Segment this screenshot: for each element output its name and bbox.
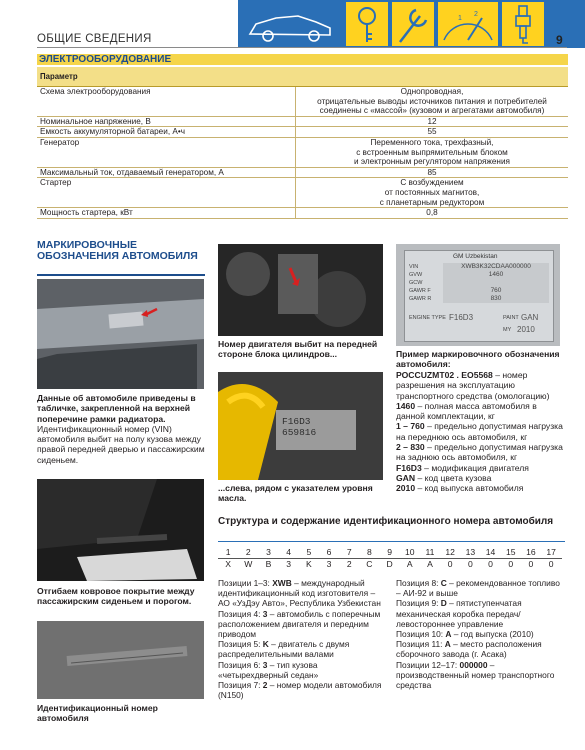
vin-position: 4 (286, 547, 292, 557)
plate-row-label: GVW (409, 272, 423, 278)
spec-row (37, 138, 568, 168)
photo-id-plate (396, 244, 560, 346)
plate-legend-code: 2010 (396, 483, 416, 494)
spec-row (37, 117, 568, 128)
spec-value: 85 (427, 167, 437, 177)
plate-legend-code: 1460 (396, 400, 416, 411)
vin-legend-code: K (262, 639, 269, 650)
vin-legend-item (396, 660, 564, 691)
caption-vin-floor: Идентификационный номер автомобиля (37, 703, 158, 724)
spec-header-label: Параметр (40, 71, 78, 81)
plate-legend-code: 2 – 830 (396, 442, 425, 453)
vin-legend-pos: Позиция 11: (396, 639, 445, 650)
plate-legend-item (396, 370, 564, 401)
plate-row-value: 760 (443, 287, 549, 295)
vin-legend-item (396, 629, 564, 639)
vin-legend-pos: Позиция 9: (396, 598, 441, 609)
spec-param: Стартер (40, 178, 72, 188)
svg-text:1: 1 (458, 15, 462, 22)
plate-legend-text: – код цвета кузова (415, 472, 492, 483)
vin-legend-desc: – тип кузова «четырехдверный седан» (218, 659, 319, 680)
marking-title: МАРКИРОВОЧНЫЕ ОБОЗНАЧЕНИЯ АВТОМОБИЛЯ (37, 239, 198, 262)
vin-legend-code: A (445, 629, 452, 640)
vin-legend-desc: – пятиступенчатая механическая коробка передач/левостороннее управление (396, 598, 522, 629)
vin-legend-desc: – год выпуска (2010) (451, 629, 534, 640)
caption-seat-carpet: Отгибаем ковровое покрытие между пассажирским сиденьем и порогом. (37, 586, 195, 607)
spec-value: Однопроводная, отрицательные выводы источников питания и потребителей соединены с «массой» (кузовом и агрегатами автомобиля) (317, 87, 547, 116)
plate-row-label: GAWR R (409, 296, 432, 302)
vin-legend-code: XWB (272, 578, 292, 588)
photo-engine-stamp (218, 372, 383, 480)
vin-char: 3 (286, 559, 292, 569)
spec-param: Схема электрооборудования (40, 87, 151, 96)
spec-table (37, 67, 568, 219)
vin-legend-pos: Позиция 10: (396, 629, 446, 640)
plate-legend (396, 370, 564, 494)
plate-engine-type-label: ENGINE TYPE (409, 315, 446, 321)
spec-param: Емкость аккумуляторной батареи, А•ч (40, 127, 185, 137)
caption-vin-location: Идентификационный номер (VIN) автомобиля выбит на полу кузова между правой передней дверью и пассажирским сиденьем. (37, 423, 205, 465)
plate-row-label: GAWR F (409, 288, 431, 294)
vin-legend-item (218, 660, 386, 680)
plate-rows (409, 263, 549, 303)
vin-char: 0 (447, 559, 453, 569)
spec-table-header (37, 67, 568, 87)
vin-legend-item (396, 578, 564, 598)
vin-legend-item (396, 598, 564, 629)
vin-position: 16 (526, 547, 536, 557)
vin-position: 6 (326, 547, 332, 557)
caption-radiator-plate-bold: Данные об автомобиле приведены в табличке, закрепленной на верхней поперечине рамки радиатора. (37, 393, 196, 424)
spec-row (37, 87, 568, 117)
spec-row (37, 168, 568, 179)
vin-char: 0 (508, 559, 514, 569)
plate-legend-code: 1 – 760 (396, 421, 425, 432)
vin-legend-desc: – номер модели автомобиля (N150) (218, 680, 382, 701)
plate-row-label: GCW (409, 280, 423, 286)
plate-legend-code: GAN (396, 472, 416, 483)
key-icon (346, 2, 388, 46)
vin-char: D (386, 559, 393, 569)
spec-row (37, 208, 568, 219)
vin-char: A (406, 559, 413, 569)
vin-char: 0 (548, 559, 554, 569)
spec-value: 55 (427, 127, 437, 137)
caption-radiator-plate (37, 393, 207, 465)
photo-seat-carpet (37, 479, 204, 581)
plate-row (409, 279, 549, 287)
vin-position: 12 (445, 547, 455, 557)
vin-char: C (366, 559, 373, 569)
spec-title: ЭЛЕКТРООБОРУДОВАНИЕ (39, 54, 172, 65)
caption-engine-front: Номер двигателя выбит на передней стороне блока цилиндров... (218, 339, 378, 360)
vin-legend-code: 3 (262, 608, 268, 619)
page-number: 9 (556, 33, 563, 47)
vin-legend-pos: Позиция 8: (396, 578, 441, 588)
photo-radiator-plate (37, 279, 204, 389)
vin-legend-desc: – международный идентификационный код изготовителя – АО «УзДэу Авто», Республика Узбекистан (218, 578, 381, 609)
vin-position: 5 (306, 547, 312, 557)
plate-legend-item (396, 473, 564, 483)
vin-char: K (305, 559, 312, 569)
plate-legend-text: – предельно допустимая нагрузка на заднюю ось автомобиля, кг (396, 442, 563, 463)
vin-char: 3 (326, 559, 332, 569)
photo-engine-front (218, 244, 383, 336)
vin-legend-item (218, 639, 386, 659)
vin-legend-pos: Позиции 1–3: (218, 578, 273, 588)
plate-row (409, 287, 549, 295)
vin-legend-code: 000000 (459, 659, 488, 670)
spec-param: Максимальный ток, отдаваемый генератором, А (40, 167, 224, 177)
vin-legend-code: 3 (262, 659, 268, 670)
vin-legend-item (218, 680, 386, 700)
marking-rule (37, 274, 205, 276)
vin-position: 11 (425, 547, 435, 557)
vin-char: W (244, 559, 253, 569)
running-section-title: ОБЩИЕ СВЕДЕНИЯ (37, 33, 152, 45)
plate-row-value: 1460 (443, 271, 549, 279)
vin-legend-desc: – производственный номер транспортного средства (396, 659, 555, 691)
vin-legend-desc: – двигатель с двумя распределительными валами (218, 639, 350, 660)
vin-chars-row (218, 559, 562, 570)
plate-legend-code: РОССUZMT02 . ЕО5568 (396, 370, 493, 380)
plate-engine-type: F16D3 (449, 313, 474, 322)
plate-paint-label: PAINT (503, 315, 519, 321)
plate-legend-text: – код выпуска автомобиля (415, 483, 524, 494)
plate-legend-item (396, 483, 564, 493)
plate-legend-text: – модификация двигателя (421, 462, 529, 473)
gauge-icon (438, 2, 498, 46)
vin-legend-left (218, 578, 386, 700)
plate-legend-item (396, 421, 564, 442)
svg-text:2: 2 (474, 11, 478, 18)
vin-legend-pos: Позиция 7: (218, 680, 263, 691)
vin-legend-code: A (444, 639, 451, 650)
plate-row-value (443, 279, 549, 287)
spec-row (37, 127, 568, 138)
vin-rule (218, 541, 565, 542)
plate-caption: Пример маркировочного обозначения автомобиля: (396, 349, 560, 370)
spec-value: С возбуждением от постоянных магнитов, с планетарным редуктором (379, 178, 485, 207)
vin-char: X (225, 559, 231, 569)
vin-positions-row (218, 547, 562, 559)
vin-char: 0 (467, 559, 473, 569)
spec-param: Генератор (40, 137, 80, 147)
vin-legend-item (396, 639, 564, 659)
plate-legend-item (396, 401, 564, 422)
plate-row-value: XWB3K32CDAA000000 (443, 263, 549, 271)
car-icon (246, 4, 334, 44)
vin-legend-item (218, 609, 386, 640)
plate-row-label: VIN (409, 264, 419, 270)
caption-engine-stamp: ...слева, рядом с указателем уровня масла. (218, 483, 373, 504)
plate-legend-item (396, 463, 564, 473)
header-rule (37, 47, 567, 48)
vin-legend-code: C (440, 578, 447, 588)
vin-position: 13 (465, 547, 476, 557)
vin-position: 17 (546, 547, 556, 557)
spec-row (37, 178, 568, 208)
vin-position: 10 (405, 547, 415, 557)
vin-legend-pos: Позиция 5: (218, 639, 263, 650)
plate-legend-item (396, 442, 564, 463)
spec-value: 0,8 (426, 208, 438, 218)
vin-position: 2 (245, 547, 251, 557)
plate-row (409, 295, 549, 303)
plate-row-value: 830 (443, 295, 549, 303)
plate-my-label: MY (503, 327, 512, 333)
vin-legend-pos: Позиция 6: (218, 659, 263, 670)
vin-position: 3 (266, 547, 271, 557)
spec-value: 12 (427, 116, 437, 126)
spec-param: Номинальное напряжение, В (40, 116, 151, 126)
vin-structure-title: Структура и содержание идентификационного номера автомобиля (218, 516, 554, 527)
vin-legend-pos: Позиции 12–17: (396, 659, 460, 670)
spark-plug-icon (502, 2, 544, 46)
spec-param: Мощность стартера, кВт (40, 208, 133, 218)
vin-position: 1 (225, 547, 231, 557)
vin-legend-code: D (440, 598, 447, 609)
plate-row (409, 263, 549, 271)
vin-position: 7 (346, 547, 352, 557)
plate-maker: GM Uzbekistan (453, 253, 498, 260)
vin-char: A (427, 559, 433, 569)
vin-position: 8 (367, 547, 372, 557)
plate-my: 2010 (517, 325, 535, 334)
vin-char: 0 (488, 559, 493, 569)
vin-legend-item (218, 578, 386, 609)
plate-legend-text: – номер разрешения на эксплуатацию транспортного средства (омологацию) (396, 370, 550, 401)
vin-legend-pos: Позиция 4: (218, 608, 263, 619)
vin-position: 9 (387, 547, 392, 557)
vin-grid (218, 547, 562, 570)
vin-char: 2 (346, 559, 352, 569)
plate-legend-code: F16D3 (396, 462, 422, 473)
plate-legend-text: – предельно допустимая нагрузка на переднюю ось автомобиля, кг (396, 421, 563, 442)
vin-legend-desc: – рекомендованное топливо – АИ-92 и выше (396, 578, 560, 599)
vin-position: 14 (485, 547, 496, 557)
vin-char: B (265, 559, 272, 569)
vin-legend-desc: – автомобиль с поперечным расположением двигателя и передним приводом (218, 608, 381, 640)
vin-char: 0 (528, 559, 534, 569)
vin-legend-code: 2 (262, 680, 268, 691)
vin-legend-desc: – место расположения сборочного завода (г. Асака) (396, 639, 542, 660)
plate-legend-text: – полная масса автомобиля в данной комплектации, кг (396, 400, 537, 422)
photo-vin-floor (37, 621, 204, 699)
id-plate (404, 250, 554, 342)
vin-legend-right (396, 578, 564, 690)
engine-stamp-text: F16D3 659816 (282, 416, 317, 438)
plate-row (409, 271, 549, 279)
spec-value: Переменного тока, трехфазный, с встроенным выпрямительным блоком и электронным регулятором напряжения (354, 137, 510, 167)
plate-paint: GAN (521, 313, 539, 322)
vin-position: 15 (505, 547, 516, 557)
wrench-icon (392, 2, 434, 46)
